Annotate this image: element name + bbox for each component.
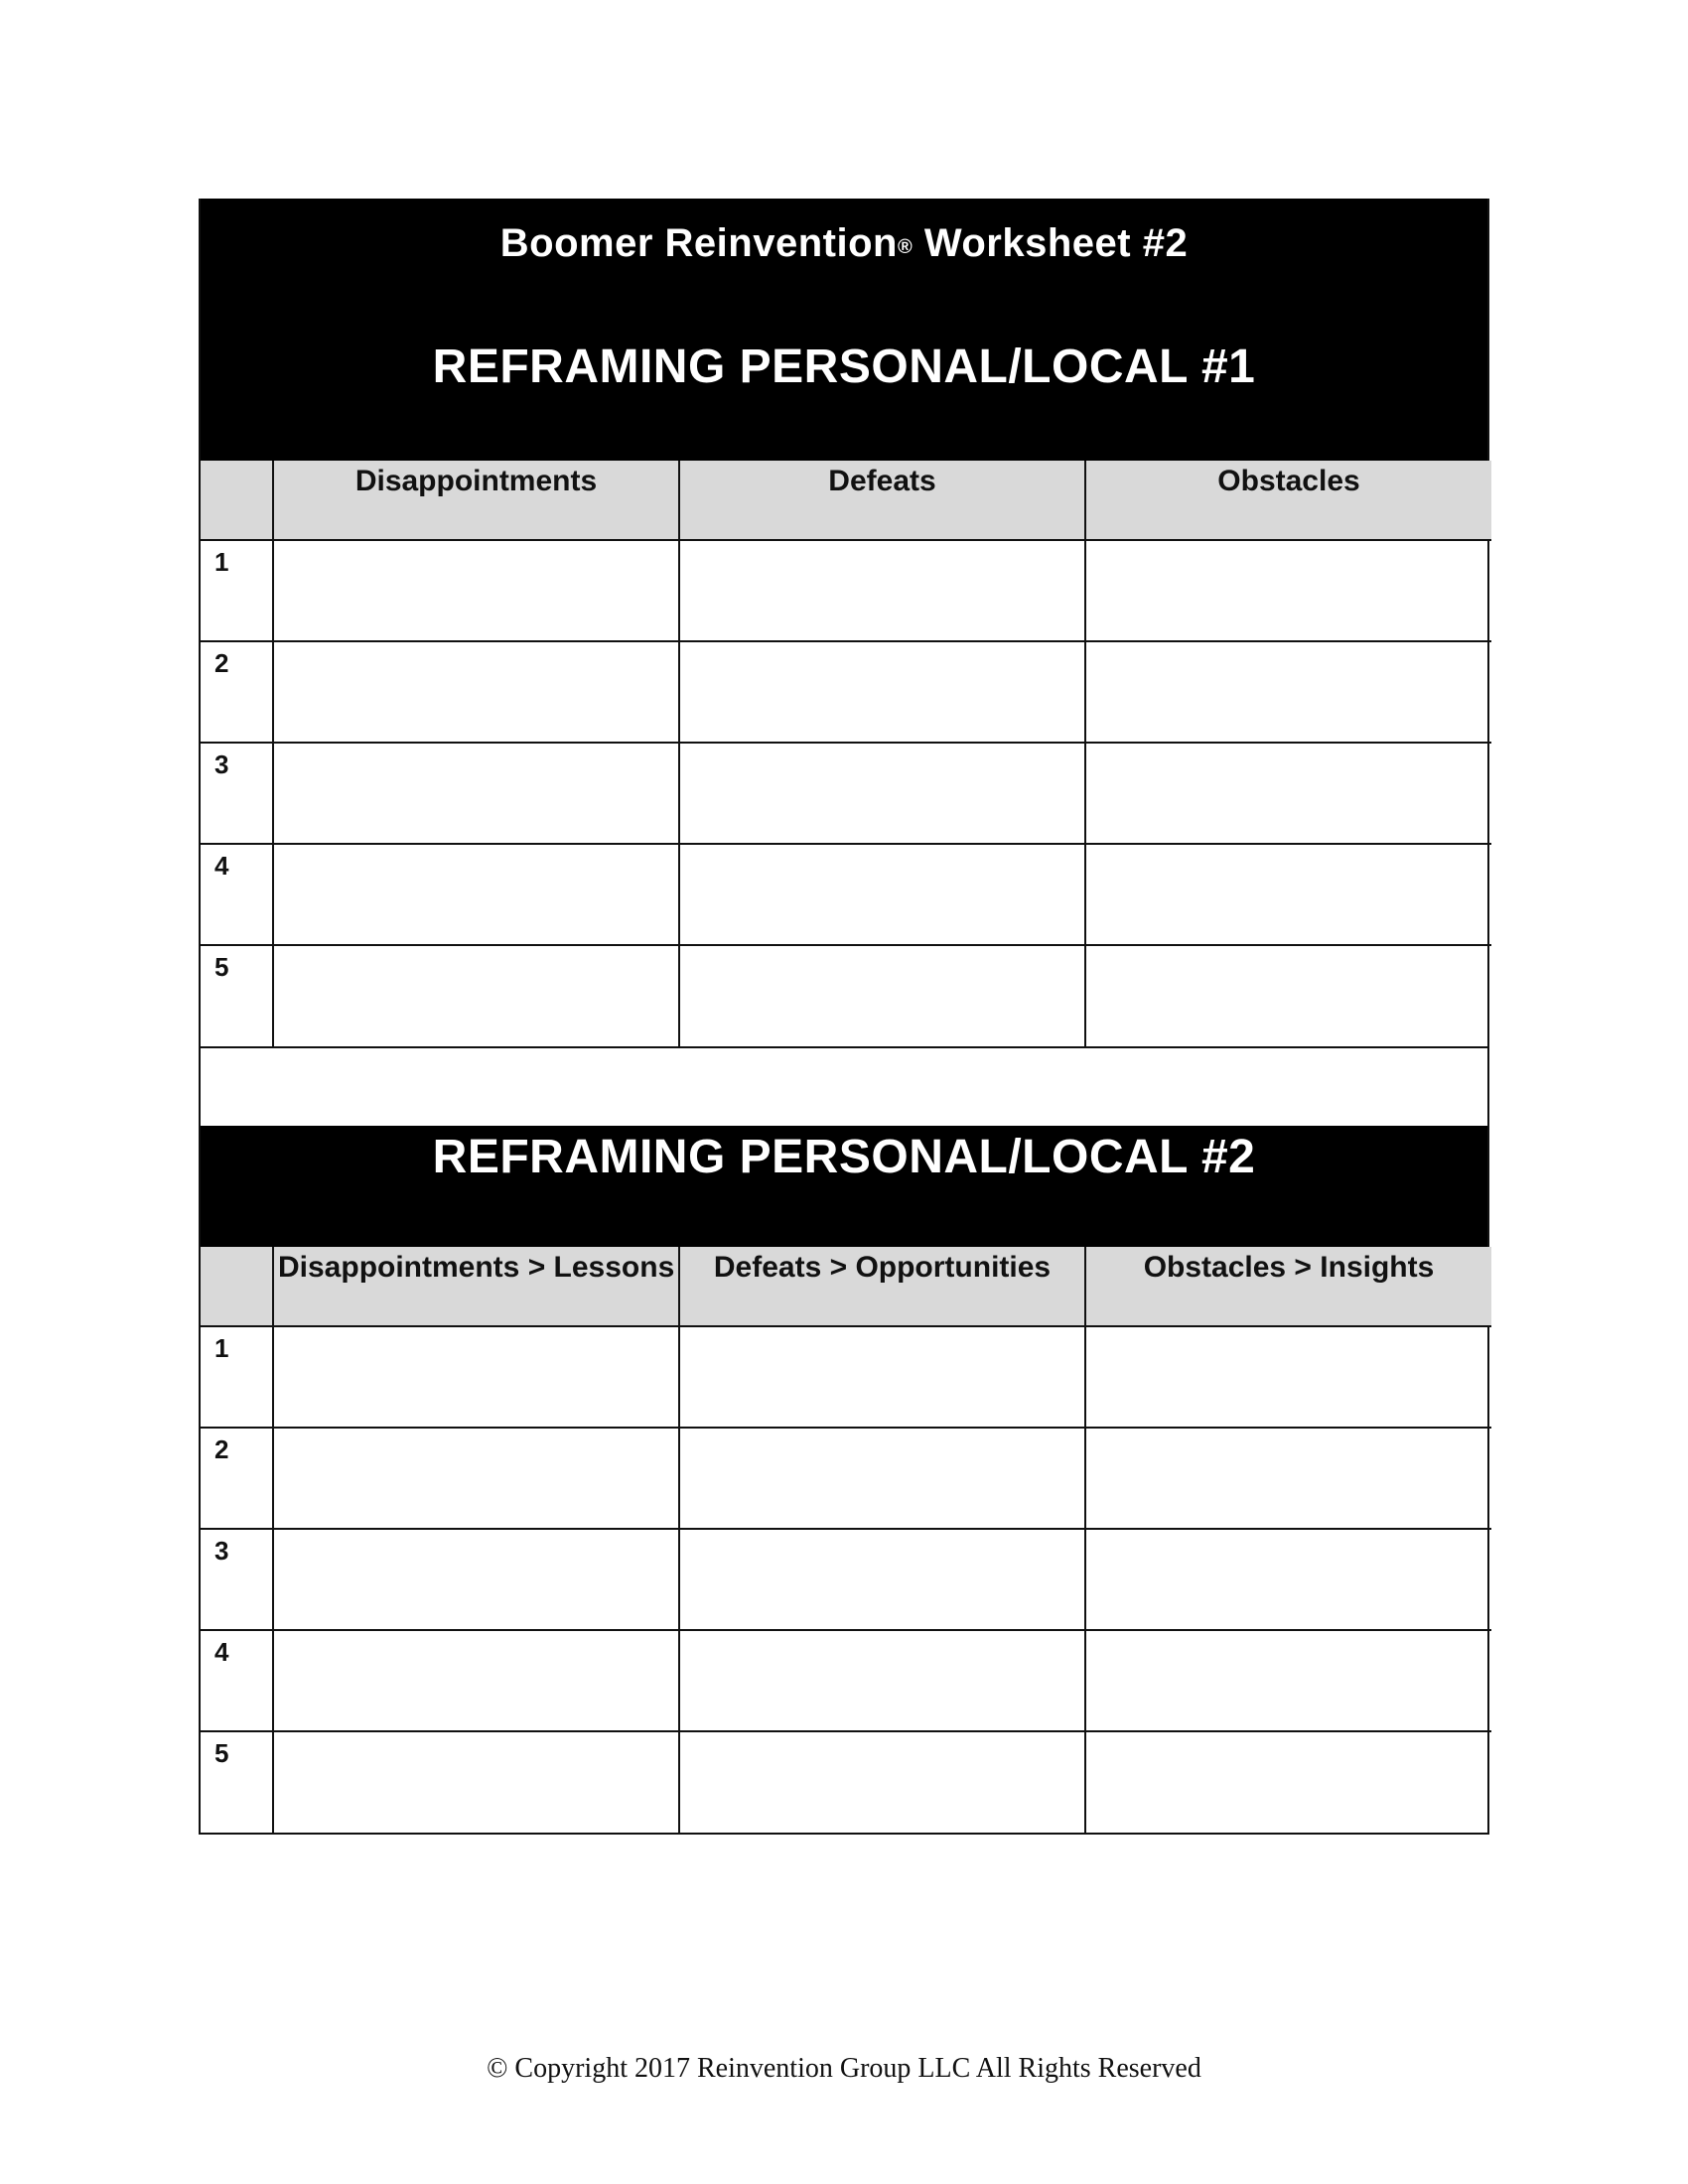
- row-number: 3: [201, 743, 273, 844]
- row-number: 1: [201, 1326, 273, 1428]
- table-row: [201, 1630, 1491, 1731]
- row-number: 2: [201, 641, 273, 743]
- entry-cell[interactable]: [679, 743, 1085, 844]
- entry-cell[interactable]: [1085, 1326, 1491, 1428]
- entry-cell[interactable]: [679, 844, 1085, 945]
- row-number: 4: [201, 844, 273, 945]
- corner-cell: [201, 1247, 273, 1326]
- row-number: 5: [201, 1731, 273, 1833]
- section-spacer: [201, 1046, 1487, 1126]
- copyright-footer: © Copyright 2017 Reinvention Group LLC All Rights Reserved: [487, 2053, 1201, 2084]
- entry-cell[interactable]: [1085, 641, 1491, 743]
- entry-cell[interactable]: [1085, 1428, 1491, 1529]
- table-row: [201, 743, 1491, 844]
- table-row: [201, 641, 1491, 743]
- row-number: 1: [201, 540, 273, 641]
- header-band: [201, 199, 1487, 461]
- corner-cell: [201, 461, 273, 540]
- row-number: 5: [201, 945, 273, 1046]
- table-row: [201, 540, 1491, 641]
- column-header-opportunities: Defeats > Opportunities: [679, 1247, 1085, 1326]
- entry-cell[interactable]: [1085, 844, 1491, 945]
- column-header-defeats: Defeats: [679, 461, 1085, 540]
- entry-cell[interactable]: [679, 1529, 1085, 1630]
- row-number: 3: [201, 1529, 273, 1630]
- entry-cell[interactable]: [679, 945, 1085, 1046]
- section-title-2: REFRAMING PERSONAL/LOCAL #2: [432, 1131, 1256, 1183]
- entry-cell[interactable]: [1085, 1731, 1491, 1833]
- table-row: [201, 945, 1491, 1046]
- entry-cell[interactable]: [273, 1428, 679, 1529]
- column-header-insights: Obstacles > Insights: [1085, 1247, 1491, 1326]
- entry-cell[interactable]: [1085, 540, 1491, 641]
- registered-mark: ®: [897, 236, 914, 258]
- table-row: [201, 844, 1491, 945]
- table-row: [201, 1731, 1491, 1833]
- entry-cell[interactable]: [273, 1630, 679, 1731]
- entry-cell[interactable]: [679, 1326, 1085, 1428]
- reframing-table-2: [201, 1247, 1491, 1833]
- column-header-lessons: Disappointments > Lessons: [273, 1247, 679, 1326]
- entry-cell[interactable]: [679, 540, 1085, 641]
- column-header-obstacles: Obstacles: [1085, 461, 1491, 540]
- table-header-row: [201, 1247, 1491, 1326]
- table-row: [201, 1529, 1491, 1630]
- entry-cell[interactable]: [273, 1529, 679, 1630]
- worksheet-title: [201, 218, 1487, 268]
- entry-cell[interactable]: [273, 1326, 679, 1428]
- table-row: [201, 1428, 1491, 1529]
- entry-cell[interactable]: [1085, 945, 1491, 1046]
- entry-cell[interactable]: [273, 743, 679, 844]
- section-title-1: REFRAMING PERSONAL/LOCAL #1: [432, 341, 1256, 393]
- entry-cell[interactable]: [273, 844, 679, 945]
- table-row: [201, 1326, 1491, 1428]
- entry-cell[interactable]: [679, 1428, 1085, 1529]
- column-header-disappointments: Disappointments: [273, 461, 679, 540]
- worksheet: [199, 199, 1489, 1835]
- entry-cell[interactable]: [679, 1630, 1085, 1731]
- section-band-2: [201, 1126, 1487, 1247]
- entry-cell[interactable]: [1085, 1630, 1491, 1731]
- entry-cell[interactable]: [273, 641, 679, 743]
- entry-cell[interactable]: [679, 641, 1085, 743]
- row-number: 4: [201, 1630, 273, 1731]
- worksheet-title-suffix: Worksheet #2: [923, 221, 1189, 265]
- entry-cell[interactable]: [1085, 743, 1491, 844]
- entry-cell[interactable]: [273, 945, 679, 1046]
- entry-cell[interactable]: [273, 1731, 679, 1833]
- worksheet-title-name: Boomer Reinvention: [499, 221, 898, 265]
- table-header-row: [201, 461, 1491, 540]
- entry-cell[interactable]: [679, 1731, 1085, 1833]
- entry-cell[interactable]: [1085, 1529, 1491, 1630]
- row-number: 2: [201, 1428, 273, 1529]
- entry-cell[interactable]: [273, 540, 679, 641]
- reframing-table-1: [201, 461, 1491, 1046]
